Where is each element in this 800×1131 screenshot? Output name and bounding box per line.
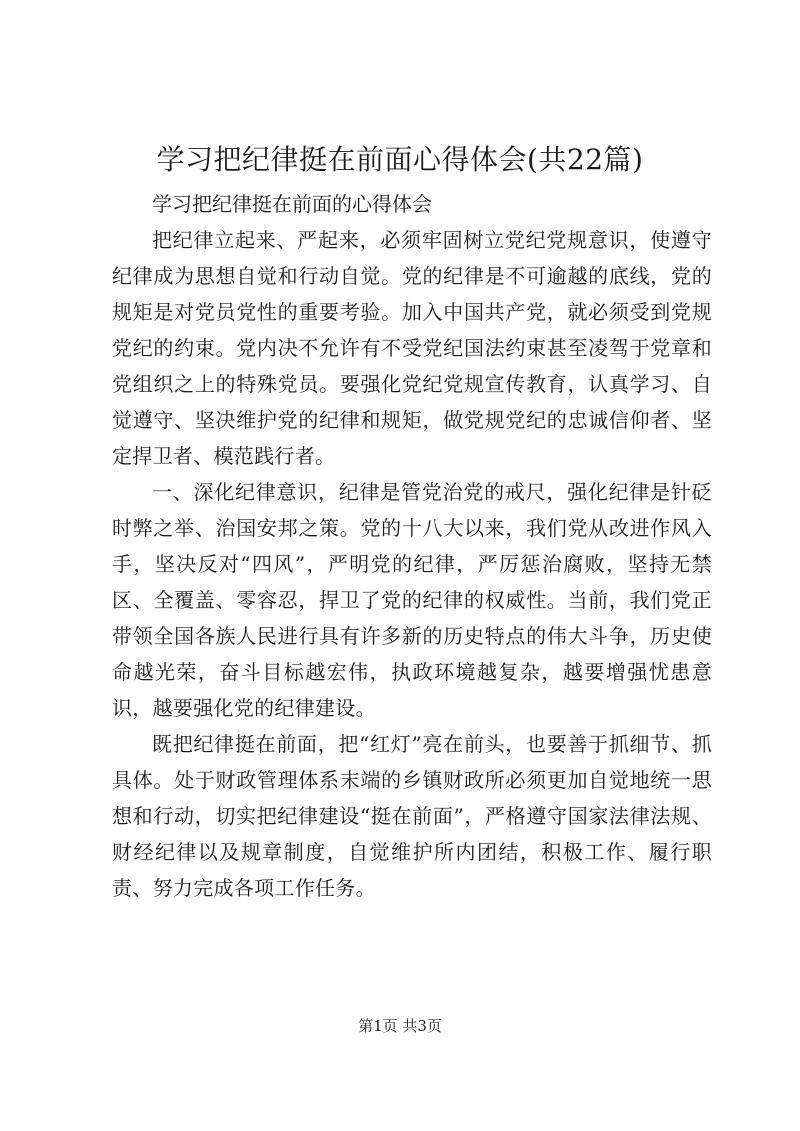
document-body: [112, 186, 712, 906]
paragraph-2: 一、深化纪律意识，纪律是管党治党的戒尺，强化纪律是针砭时弊之举、治国安邦之策。党的十八大以来，我们党从改进作风入手，坚决反对“四风”，严明党的纪律，严厉惩治腐败，坚持无禁区、全覆盖、零容忍，捍卫了党的纪律的权威性。当前，我们党正带领全国各族人民进行具有许多新的历史特点的伟大斗争，历史使命越光荣，奋斗目标越宏伟，执政环境越复杂，越要增强忧患意识，越要强化党的纪律建设。: [112, 480, 712, 720]
page-title: 学习把纪律挺在前面心得体会(共22篇): [156, 143, 644, 176]
paragraph-1: 把纪律立起来、严起来，必须牢固树立党纪党规意识，使遵守纪律成为思想自觉和行动自觉。党的纪律是不可逾越的底线，党的规矩是对党员党性的重要考验。加入中国共产党，就必须受到党规党纪的约束。党内决不允许有不受党纪国法约束甚至凌驾于党章和党组织之上的特殊党员。要强化党纪党规宣传教育，认真学习、自觉遵守、坚决维护党的纪律和规矩，做党规党纪的忠诚信仰者、坚定捍卫者、模范践行者。: [112, 228, 712, 468]
document-subtitle: 学习把纪律挺在前面的心得体会: [152, 192, 432, 216]
page-footer: 第1页 共3页: [358, 1017, 442, 1035]
paragraph-3: 既把纪律挺在前面，把“红灯”亮在前头，也要善于抓细节、抓具体。处于财政管理体系末端的乡镇财政所必须更加自觉地统一思想和行动，切实把纪律建设“挺在前面”，严格遵守国家法律法规、财经纪律以及规章制度，自觉维护所内团结，积极工作、履行职责、努力完成各项工作任务。: [112, 732, 712, 900]
